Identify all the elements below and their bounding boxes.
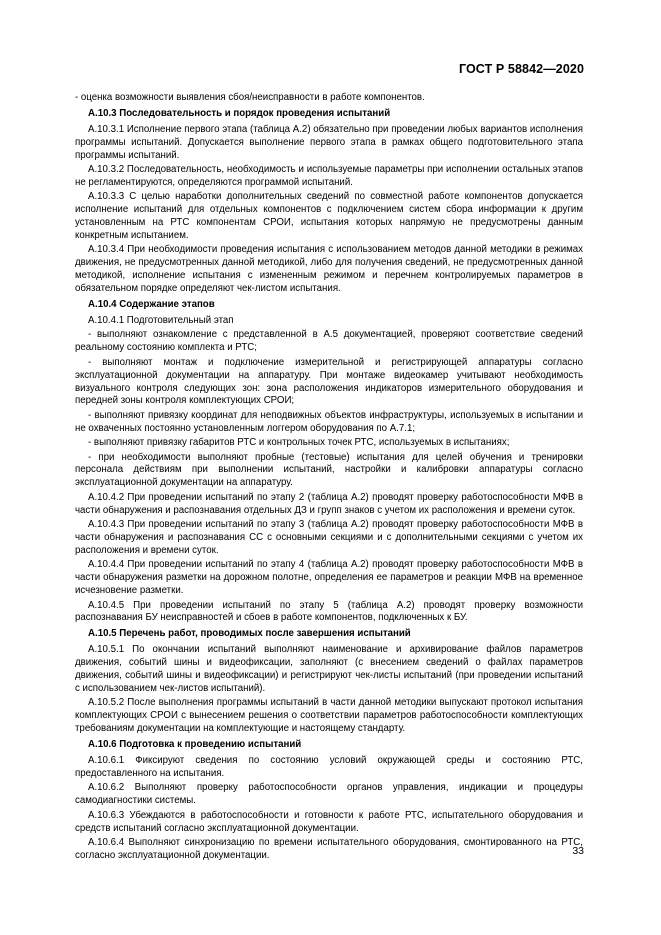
section-heading: А.10.6 Подготовка к проведению испытаний (88, 739, 302, 751)
standard-designation: ГОСТ Р 58842—2020 (458, 62, 584, 76)
page-number: 33 (572, 845, 584, 857)
paragraph: - оценка возможности выявления сбоя/неисправности в работе компонентов. (75, 92, 425, 103)
paragraph: А.10.4.1 Подготовительный этап (88, 315, 234, 326)
paragraph: - при необходимости выполняют пробные (тестовые) испытания для целей обучения и тренировки персонала действиям при выполнении испытаний, настройки и калибровки аппаратуры согласно эксплуатационной документации на аппаратуру. (75, 451, 583, 489)
paragraph: А.10.4.5 При проведении испытаний по этапу 5 (таблица А.2) проводят проверку возможности распознавания БУ неисправностей и сбоев в работе компонентов, подключенных к БУ. (75, 599, 583, 624)
paragraph: А.10.4.2 При проведении испытаний по этапу 2 (таблица А.2) проводят проверку работоспособности МФВ в части обнаружения и распознавания отдельных ДЗ и групп знаков с учетом их расположения и времени суток. (75, 491, 583, 516)
paragraph: А.10.3.3 С целью наработки дополнительных сведений по совместной работе компонентов допускается исполнение испытаний для отдельных компонентов с подключением систем сбора информации к другим установленным на РТС компонентам СРОИ, испытания которых напрямую не предусмотрены данным конкретным испытанием. (75, 191, 583, 242)
paragraph: А.10.3.1 Исполнение первого этапа (таблица А.2) обязательно при проведении любых вариантов исполнения программы испытаний. Допускается выполнение первого этапа в рамках общего подготовительного этапа программы испытаний. (75, 123, 583, 161)
paragraph: А.10.4.3 При проведении испытаний по этапу 3 (таблица А.2) проводят проверку работоспособности МФВ в части обнаружения и распознавания СС с основными секциями и с дополнительными секциями с учетом их расположения и времени суток. (75, 519, 583, 556)
paragraph: А.10.5.2 После выполнения программы испытаний в части данной методики выпускают протокол испытания комплектующих СРОИ с вынесением решения о соответствии параметров работоспособности комплектующих требованиям документации на комплектующие и настоящему стандарту. (75, 697, 583, 735)
paragraph: А.10.6.1 Фиксируют сведения по состоянию условий окружающей среды и состоянию РТС, предоставленного на испытания. (75, 755, 583, 779)
section-heading: А.10.4 Содержание этапов (88, 299, 215, 311)
document-body (75, 92, 583, 864)
paragraph: - выполняют привязку координат для неподвижных объектов инфраструктуры, используемых в испытании и не охваченных постоянно установленным логгером оборудования по А.7.1; (75, 409, 583, 434)
paragraph: - выполняют ознакомление с представленной в А.5 документацией, проверяют соответствие сведений реальному состоянию комплекта и РТС; (75, 329, 583, 354)
paragraph: А.10.6.4 Выполняют синхронизацию по времени испытательного оборудования, смонтированного на РТС, согласно эксплуатационной документации. (75, 836, 583, 861)
section-heading: А.10.5 Перечень работ, проводимых после завершения испытаний (88, 628, 411, 640)
paragraph: - выполняют привязку габаритов РТС и контрольных точек РТС, используемых в испытаниях; (88, 437, 510, 449)
paragraph: - выполняют монтаж и подключение измерительной и регистрирующей аппаратуры согласно эксплуатационной документации на аппаратуру. При монтаже видеокамер учитывают необходимость визуального контроля следующих зон: зона расположения индикаторов измерительного оборудования и передней зоны контроля комплектующих СРОИ; (75, 356, 583, 407)
section-heading: А.10.3 Последовательность и порядок проведения испытаний (88, 107, 391, 119)
paragraph: А.10.5.1 По окончании испытаний выполняют наименование и архивирование файлов параметров движения, событий шины и видеофиксации, заполняют (с внесением сведений о файлах параметров движения, событий шины и видеофиксации) и регистрируют чек-листы испытаний (при проведении испытаний с использованием чек-листов испытаний). (75, 644, 583, 694)
paragraph: А.10.6.2 Выполняют проверку работоспособности органов управления, индикации и процедуры самодиагностики системы. (75, 782, 583, 807)
paragraph: А.10.4.4 При проведении испытаний по этапу 4 (таблица А.2) проводят проверку работоспособности МФВ в части обнаружения разметки на дорожном полотне, определения ее параметров и реакции МФВ на временное исчезновение разметки. (75, 559, 583, 597)
paragraph: А.10.6.3 Убеждаются в работоспособности и готовности к работе РТС, испытательного оборудования и средств испытаний согласно эксплуатационной документации. (75, 809, 583, 834)
paragraph: А.10.3.4 При необходимости проведения испытания с использованием методов данной методики в режимах движения, не предусмотренных данной методикой, либо для получения сведений, не предусмотренных данной методикой, исполнение испытания с измененным режимом и перечнем контролируемых параметров в обязательном порядке определяют чек-листом испытания. (75, 244, 583, 295)
paragraph: А.10.3.2 Последовательность, необходимость и используемые параметры при исполнении остальных этапов не регламентируются, определяются программой испытаний. (75, 164, 583, 188)
